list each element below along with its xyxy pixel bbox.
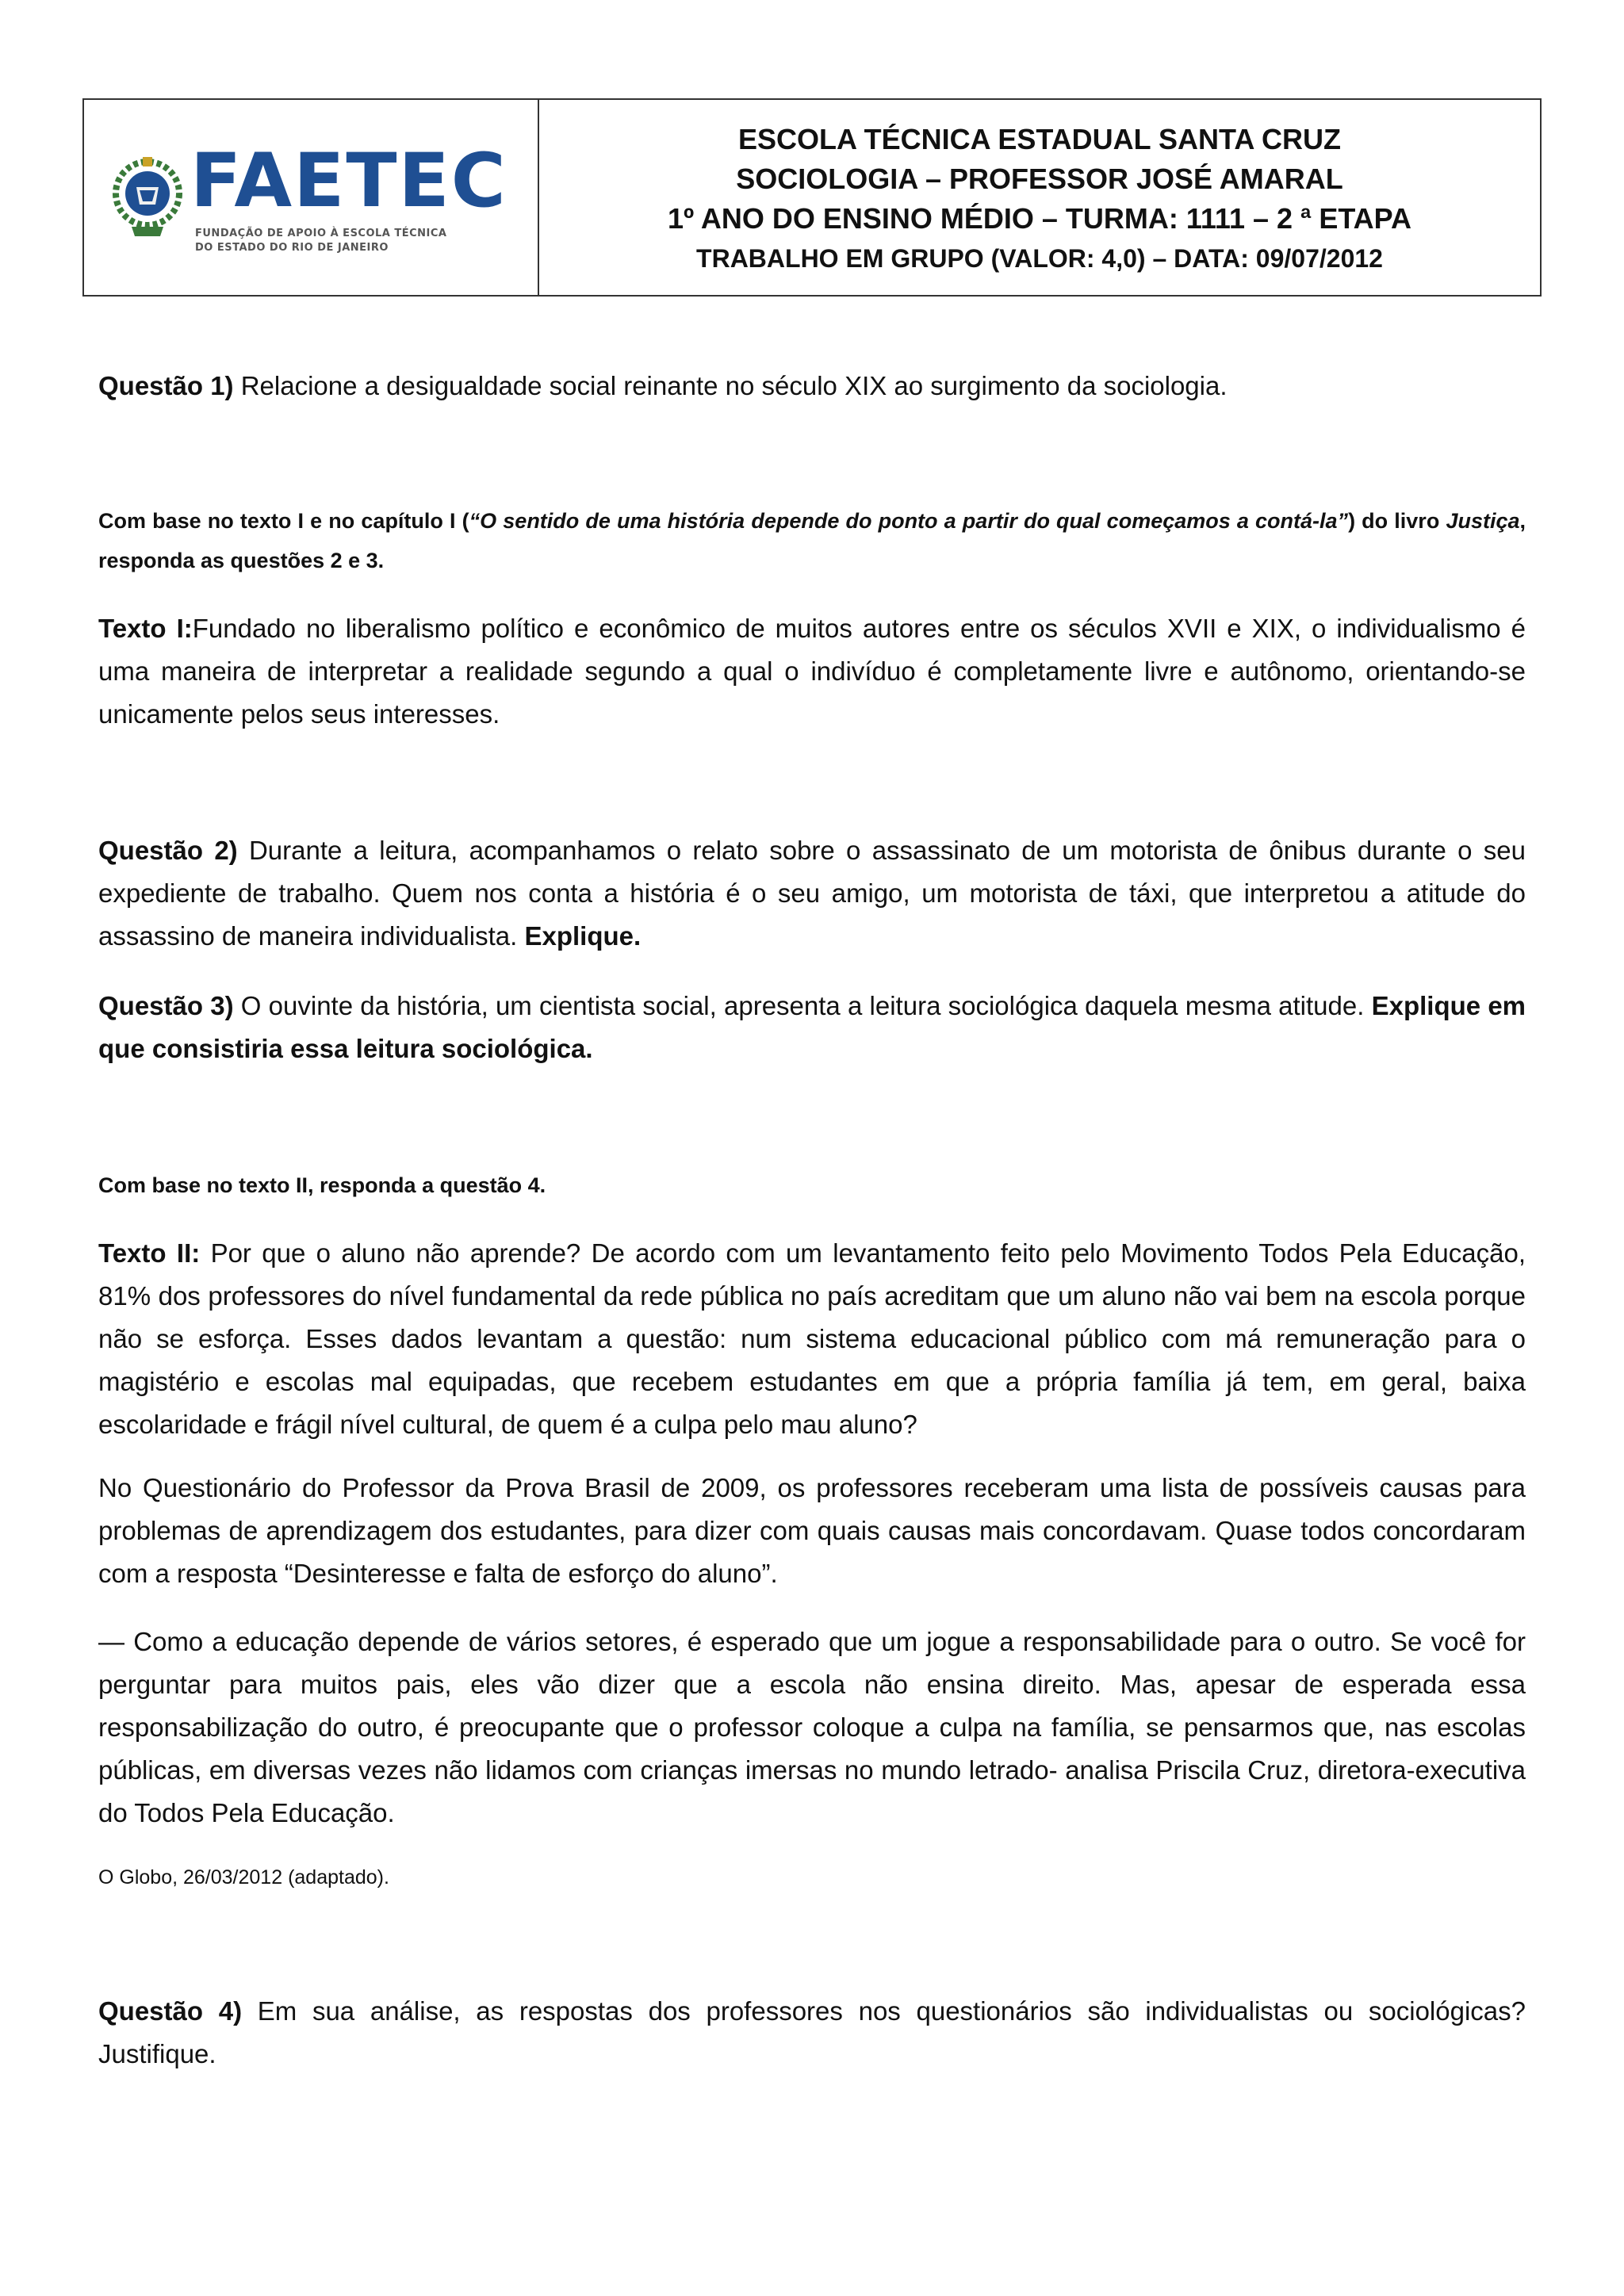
intro-1-chapter: “O sentido de uma história depende do ponto a partir do qual começamos a contá-la” xyxy=(469,509,1349,533)
class-line: 1º ANO DO ENSINO MÉDIO – TURMA: 1111 – 2 ª ETAPA xyxy=(667,202,1412,235)
subject-line: SOCIOLOGIA – PROFESSOR JOSÉ AMARAL xyxy=(736,163,1343,195)
intro-1-part2: ) do livro xyxy=(1348,509,1446,533)
faetec-logo xyxy=(108,140,520,258)
intro-1-part3: , responda as questões 2 e 3. xyxy=(98,509,1526,572)
texto-1 xyxy=(98,607,1526,736)
question-2-emphasis: Explique. xyxy=(524,921,642,951)
question-4-label: Questão 4) xyxy=(98,1996,243,2026)
question-1-label: Questão 1) xyxy=(98,371,234,400)
texto-2-paragraph-2 xyxy=(98,1467,1526,1595)
title-cell xyxy=(539,100,1540,295)
question-2-label: Questão 2) xyxy=(98,836,238,865)
assignment-line: TRABALHO EM GRUPO (VALOR: 4,0) – DATA: 09/07/2012 xyxy=(696,244,1383,273)
question-4-text: Em sua análise, as respostas dos professores nos questionários são individualistas ou sociológicas? Justifique. xyxy=(98,1996,1526,2068)
texto-2-paragraph-1 xyxy=(98,1232,1526,1446)
question-1-text: Relacione a desigualdade social reinante no século XIX ao surgimento da sociologia. xyxy=(233,371,1228,400)
intro-1-book: Justiça xyxy=(1446,509,1520,533)
texto-1-label: Texto I: xyxy=(98,614,193,643)
logo-wordmark: FAETEC xyxy=(190,138,508,224)
question-3-text: O ouvinte da história, um cientista social, apresenta a leitura sociológica daquela mesma atitude. xyxy=(233,991,1372,1020)
logo-cell xyxy=(84,100,539,295)
question-3-label: Questão 3) xyxy=(98,991,234,1020)
logo-subtitle-line1: FUNDAÇÃO DE APOIO À ESCOLA TÉCNICA xyxy=(195,228,447,239)
question-4 xyxy=(98,1990,1526,2076)
coat-of-arms-icon xyxy=(108,147,187,243)
texto-2-source-text: O Globo, 26/03/2012 (adaptado). xyxy=(98,1866,389,1888)
texto-2-source xyxy=(98,1862,1526,1893)
question-1 xyxy=(98,365,1526,408)
texto-2-paragraph-3 xyxy=(98,1621,1526,1835)
intro-1-part1: Com base no texto I e no capítulo I ( xyxy=(98,509,469,533)
question-2-text: Durante a leitura, acompanhamos o relato sobre o assassinato de um motorista de ônibus durante o seu expediente de trabalho. Quem nos conta a história é o seu amigo, um motorista de táxi, que interpretou a atitude do assassino de maneira individualista. xyxy=(98,836,1526,951)
texto-2-label: Texto II: xyxy=(98,1238,201,1268)
header-box xyxy=(82,98,1542,297)
texto-1-text: Fundado no liberalismo político e econômico de muitos autores entre os séculos XVII e XIX, o individualismo é uma maneira de interpretar a realidade segundo a qual o indivíduo é completamente livre e autônomo, orientando-se unicamente pelos seus interesses. xyxy=(98,614,1526,729)
texto-2-para2: No Questionário do Professor da Prova Brasil de 2009, os professores receberam uma lista de possíveis causas para problemas de aprendizagem dos estudantes, para dizer com quais causas mais concordavam. Quase todos concordaram com a resposta “Desinteresse e falta de esforço do aluno”. xyxy=(98,1473,1526,1588)
texto-2-para1: Por que o aluno não aprende? De acordo com um levantamento feito pelo Movimento Todos Pela Educação, 81% dos professores do nível fundamental da rede pública no país acreditam que um aluno não vai bem na escola porque não se esforça. Esses dados levantam a questão: num sistema educacional público com má remuneração para o magistério e escolas mal equipadas, que recebem estudantes em que a própria família já tem, em geral, baixa escolaridade e frágil nível cultural, de quem é a culpa pelo mau aluno? xyxy=(98,1238,1526,1439)
question-3 xyxy=(98,985,1526,1070)
intro-texto-1 xyxy=(98,501,1526,580)
logo-subtitle xyxy=(195,227,447,255)
school-name: ESCOLA TÉCNICA ESTADUAL SANTA CRUZ xyxy=(738,123,1341,155)
logo-subtitle-line2: DO ESTADO DO RIO DE JANEIRO xyxy=(195,242,389,254)
intro-2-text: Com base no texto II, responda a questão 4. xyxy=(98,1173,546,1197)
intro-texto-2 xyxy=(98,1165,1526,1205)
question-3-emphasis: Explique em que consistiria essa leitura sociológica. xyxy=(98,991,1526,1063)
question-2 xyxy=(98,829,1526,958)
texto-2-para3: — Como a educação depende de vários setores, é esperado que um jogue a responsabilidade para o outro. Se você for perguntar para muitos pais, eles vão dizer que a escola não ensina direito. Mas, apesar de esperada essa responsabilização do outro, é preocupante que o professor coloque a culpa na família, se pensarmos que, nas escolas públicas, em diversas vezes não lidamos com crianças imersas no mundo letrado- analisa Priscila Cruz, diretora-executiva do Todos Pela Educação. xyxy=(98,1627,1526,1827)
